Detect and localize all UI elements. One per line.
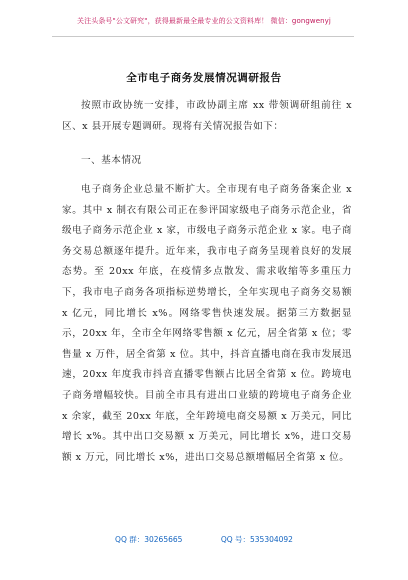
- header-banner: 关注头条号"公文研究"，获得最新最全最专业的公文资料库！ 微信：gongwenyj: [77, 17, 331, 25]
- footer-qq-number: QQ 号：535304092: [220, 535, 293, 544]
- document-title: 全市电子商务发展情况调研报告: [126, 72, 282, 84]
- body-block: [62, 180, 352, 468]
- intro-paragraph: 按照市政协统一安排，市政协副主席 xx 带领调研组前往 x 区、x 县开展专题调研。现将有关情况报告如下：: [62, 100, 352, 132]
- header-divider: [52, 36, 354, 37]
- section-heading: 一、基本情况: [81, 155, 142, 166]
- intro-block: [62, 96, 352, 137]
- footer-contact: [0, 534, 408, 545]
- section-heading-block: [62, 151, 352, 172]
- footer-qq-group: QQ 群：30265665: [115, 535, 183, 544]
- body-paragraph: 电子商务企业总量不断扩大。全市现有电子商务备案企业 x 家。其中 x 制衣有限公司正在参评国家级电子商务示范企业，省级电子商务示范企业 x 家，市级电子商务示范企业 x 家。电子商务交易总额逐年提升。近年来，我市电子商务呈现着良好的发展态势。至 20xx 年底，在疫情多点散发、需求收缩等多重压力下，我市电子商务各项指标逆势增长，全年实现电子商务交易额 x 亿元，同比增长 x%。网络零售快速发展。据第三方数据显示，20xx 年，全市全年网络零售额 x 亿元，居全省第 x 位；零售量 x 万件，居全省第 x 位。其中，抖音直播电商在我市发展迅速，20xx 年度我市抖音直播零售额占比居全省第 x 位。跨境电子商务增幅较快。目前全市具有进出口业绩的跨境电子商务企业 x 余家，截至 20xx 年底，全年跨境电商交易额 x 万美元，同比增长 x%。其中出口交易额 x 万美元，同比增长 x%，进口交易额 x 万元，同比增长 x%，进出口交易总额增幅居全省第 x 位。: [62, 184, 352, 463]
